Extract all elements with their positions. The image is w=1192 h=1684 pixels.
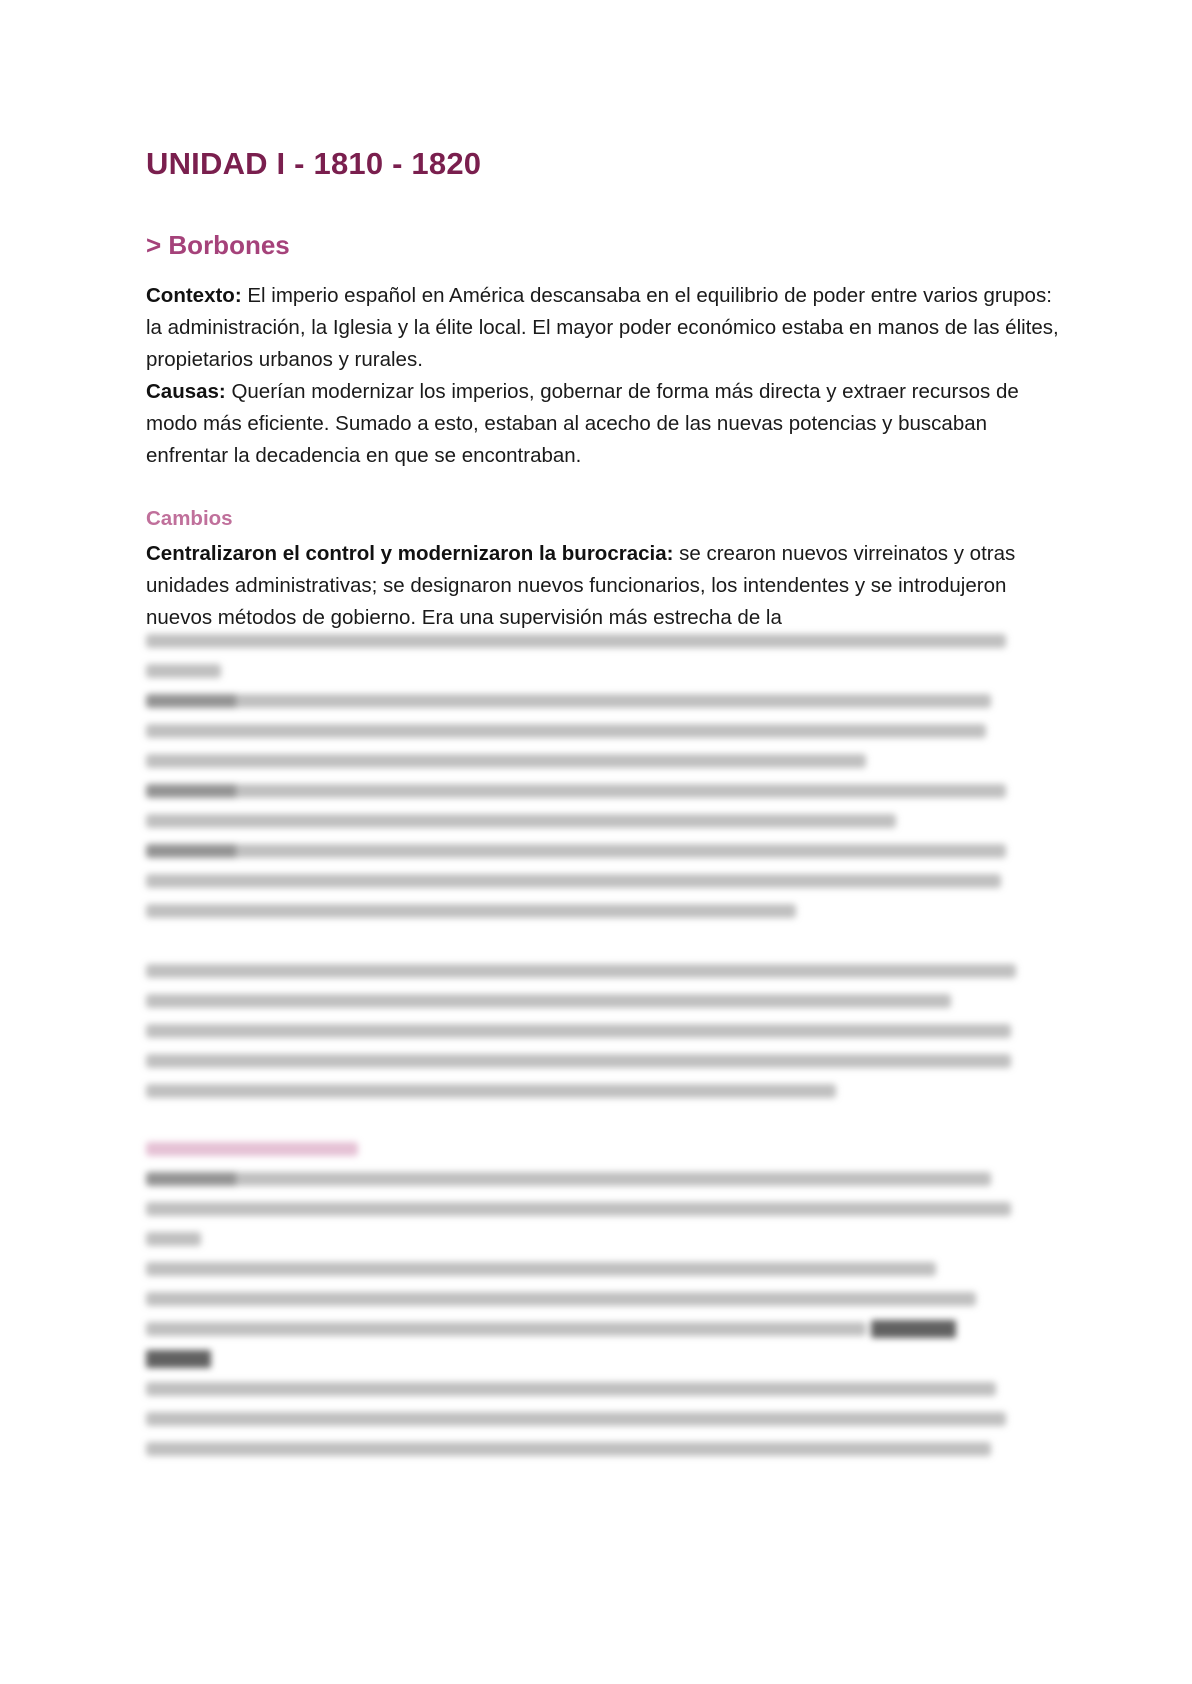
causas-label: Causas:	[146, 380, 226, 403]
contexto-label: Contexto:	[146, 284, 242, 307]
blurred-line	[146, 1292, 976, 1306]
blurred-line	[146, 1172, 991, 1186]
blurred-line	[146, 994, 951, 1008]
blurred-line	[146, 904, 796, 918]
centralizaron-text: se crearon nuevos virreinatos y otras unidades administrativas; se designaron nuevos funcionarios, los intendentes y se introdujeron nuevos métodos de gobierno. Era una supervisión más estrecha de la	[146, 542, 1016, 629]
blurred-line	[146, 664, 221, 678]
causas-text: Querían modernizar los imperios, gobernar de forma más directa y extraer recursos de modo más eficiente. Sumado a esto, estaban al acecho de las nuevas potencias y buscaban enfrentar la decadencia en que se encontraban.	[146, 380, 1019, 467]
blurred-line	[146, 1024, 1011, 1038]
causas-paragraph	[146, 376, 1061, 472]
blurred-line	[146, 814, 896, 828]
contexto-paragraph	[146, 280, 1061, 376]
blurred-line	[146, 724, 986, 738]
blurred-content	[146, 634, 1066, 1554]
contexto-text: El imperio español en América descansaba en el equilibrio de poder entre varios grupos: la administración, la Iglesia y la élite local. El mayor poder económico estaba en manos de las élites, propietarios urbanos y rurales.	[146, 284, 1059, 371]
centralizaron-label: Centralizaron el control y modernizaron la burocracia:	[146, 542, 674, 565]
blurred-highlight	[871, 1320, 956, 1338]
blurred-line	[146, 1322, 866, 1336]
blurred-line	[146, 1262, 936, 1276]
blurred-line	[146, 634, 1006, 648]
blurred-line	[146, 1202, 1011, 1216]
blurred-line	[146, 694, 991, 708]
centralizaron-paragraph	[146, 538, 1061, 634]
blurred-line	[146, 754, 866, 768]
cambios-heading: Cambios	[146, 507, 233, 530]
blurred-line	[146, 1084, 836, 1098]
blurred-line	[146, 1442, 991, 1456]
blurred-line	[146, 874, 1001, 888]
blurred-line	[146, 964, 1016, 978]
blurred-line	[146, 1232, 201, 1246]
blurred-line	[146, 844, 1006, 858]
blurred-line	[146, 1054, 1011, 1068]
section-heading-borbones: > Borbones	[146, 230, 290, 260]
blurred-line	[146, 1412, 1006, 1426]
blurred-highlight	[146, 1350, 211, 1368]
blurred-line	[146, 784, 1006, 798]
blurred-subheading	[146, 1142, 358, 1156]
blurred-line	[146, 1382, 996, 1396]
unit-title: UNIDAD I - 1810 - 1820	[146, 146, 482, 181]
